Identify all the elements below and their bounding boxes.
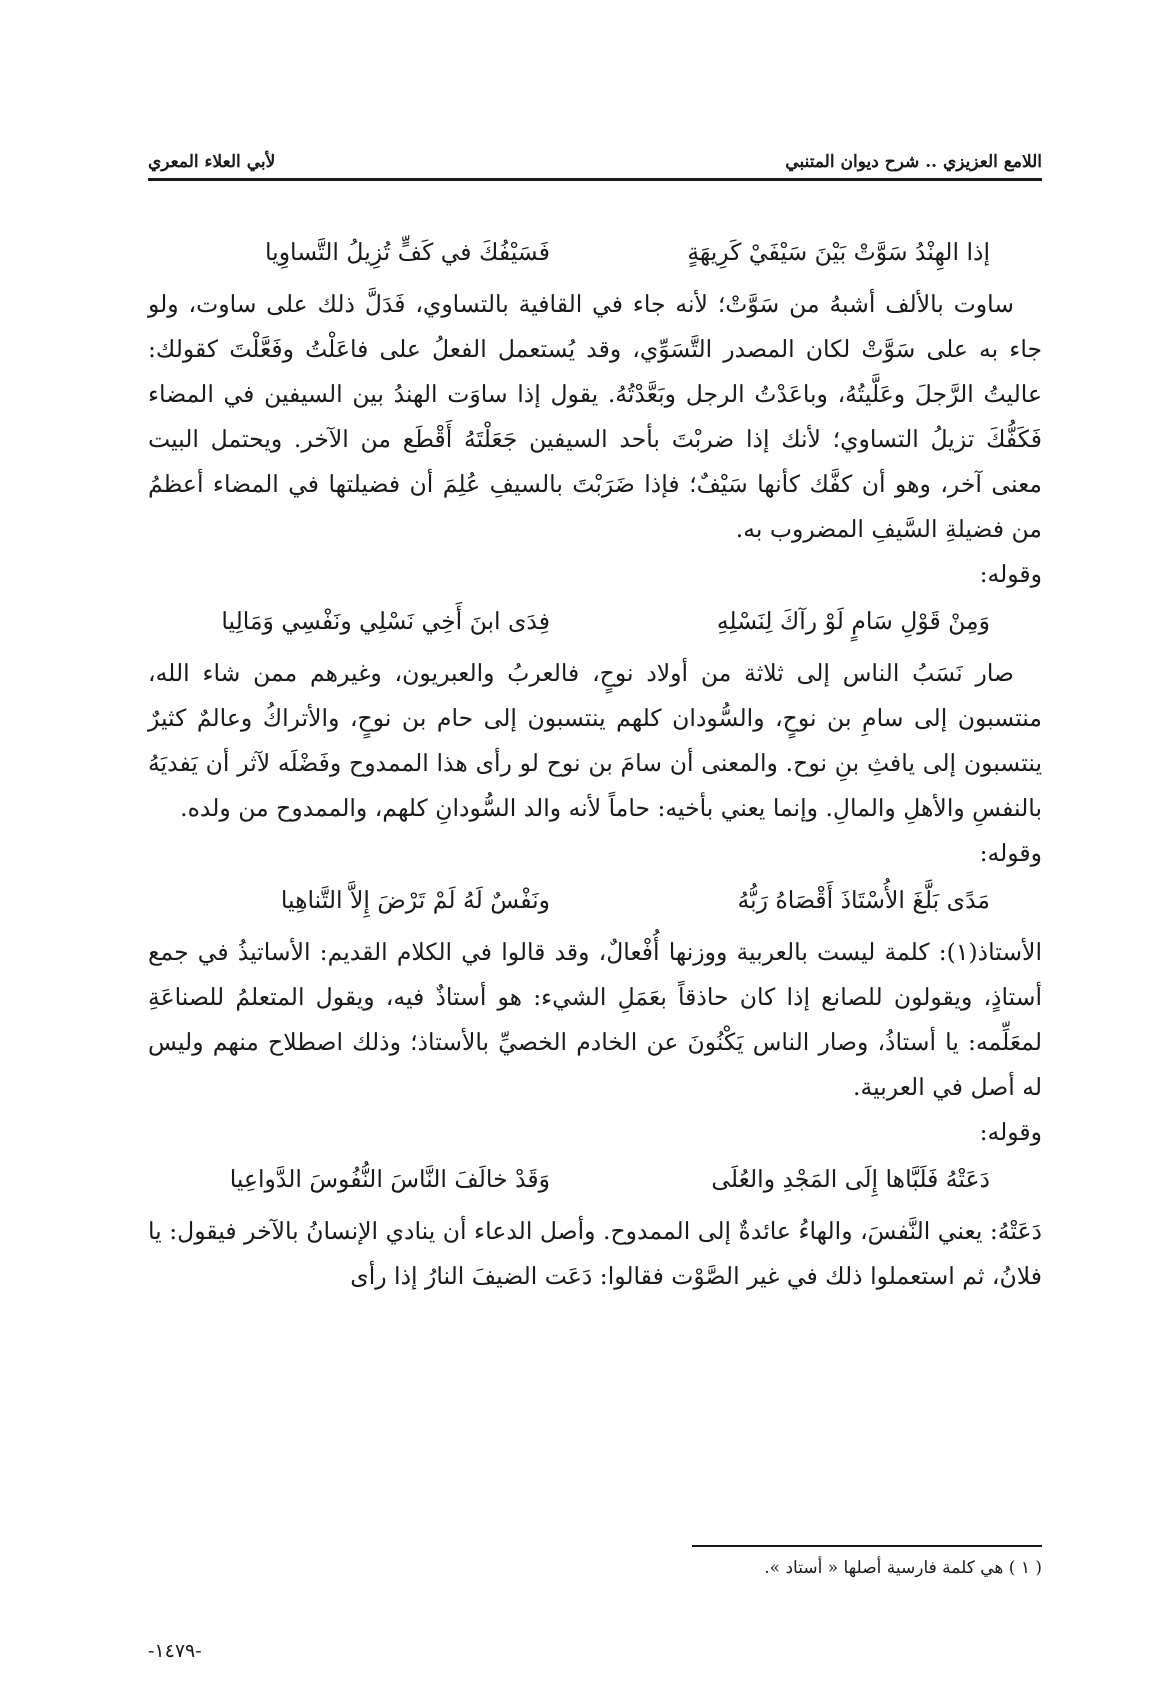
verse-first-hemistich: دَعَتْهُ فَلَبَّاها إِلَى المَجْدِ والعُلَى [711, 1165, 990, 1193]
header-book-title: اللامع العزيزي .. شرح ديوان المتنبي [785, 152, 1042, 172]
verse-line [148, 878, 1042, 922]
commentary-paragraph: الأستاذ(١): كلمة ليست بالعربية ووزنها أُفْعالٌ، وقد قالوا في الكلام القديم: الأساتيذُ في جمع أستاذٍ، ويقولون للصانع إذا كان حاذقاً بعَمَلِ الشيء: هو أستاذٌ فيه، ويقول المتعلمُ للصناعَةِ لمعَلِّمه: يا أستاذُ، وصار الناس يَكْنُونَ عن الخادم الخصيِّ بالأستاذ؛ وذلك اصطلاح منهم وليس له أصل في العربية. [148, 938, 1042, 1101]
verse-first-hemistich: مَدًى بَلَّغَ الأُسْتَاذَ أَقْصَاهُ رَبُّهُ [737, 886, 990, 914]
footnote: ( ١ ) هي كلمة فارسية أصلها « أستاد ». [764, 1558, 1042, 1578]
running-header [148, 132, 1042, 181]
page-number: -١٤٧٩- [148, 1640, 202, 1662]
verse-intro: وقوله: [979, 839, 1042, 867]
footnote-divider [692, 1545, 1042, 1547]
commentary-paragraph: صار نَسَبُ الناس إلى ثلاثة من أولاد نوحٍ، فالعربُ والعبريون، وغيرهم ممن شاء الله، منتسبون إلى سامِ بن نوحٍ، والسُّودان كلهم ينتسبون إلى حام بن نوحٍ، والأتراكُ وعالمٌ كثيرٌ ينتسبون إلى يافثِ بنِ نوح. والمعنى أن سامَ بن نوح لو رأى هذا الممدوح وفَضْلَه لآثر أن يَفديَهُ بالنفسِ والأهلِ والمالِ. وإنما يعني بأخيه: حاماً لأنه والد السُّودانِ كلهم، والممدوح من ولده. [148, 659, 1042, 822]
verse-first-hemistich: وَمِنْ قَوْلِ سَامٍ لَوْ رآكَ لِنَسْلِهِ [716, 607, 990, 635]
verse-line [148, 230, 1042, 274]
verse-line [148, 1157, 1042, 1201]
page-body [148, 228, 1042, 1299]
verse-second-hemistich: فَسَيْفُكَ في كَفٍّ تُزِيلُ التَّساوِيا [265, 238, 550, 266]
commentary-paragraph: ساوت بالألف أشبهُ من سَوَّتْ؛ لأنه جاء في القافية بالتساوي، فَدَلَّ ذلك على ساوت، ولو جاء به على سَوَّتْ لكان المصدر التَّسَوِّي، وقد يُستعمل الفعلُ على فاعَلْتُ وفَعَّلْتَ كقولك: عاليتُ الرَّجلَ وعَلَّيتُهُ، وباعَدْتُ الرجل وبَعَّدْتُهُ. يقول إذا ساوَت الهندُ بين السيفين في المضاء فَكَفُّكَ تزيلُ التساوي؛ لأنك إذا ضربْتَ بأحد السيفين جَعَلْتَهُ أَقْطَع من الآخر. ويحتمل البيت معنى آخر، وهو أن كفَّك كأنها سَيْفٌ؛ فإذا ضَرَبْتَ بالسيفِ عُلِمَ أن فضيلتها في المضاء أعظمُ من فضيلةِ السَّيفِ المضروب به. [148, 290, 1042, 543]
verse-second-hemistich: فِدَى ابنَ أَخِي نَسْلِي ونَفْسِي وَمَالِيا [221, 607, 550, 635]
verse-intro: وقوله: [979, 1118, 1042, 1146]
verse-second-hemistich: ونَفْسٌ لَهُ لَمْ تَرْضَ إِلاَّ التَّناهِيا [280, 886, 550, 914]
commentary-paragraph: دَعَتْهُ: يعني النَّفسَ، والهاءُ عائدةٌ إلى الممدوح. وأصل الدعاء أن ينادي الإنسانُ بالآخر فيقول: يا فلانُ، ثم استعملوا ذلك في غير الصَّوْت فقالوا: دَعَت الضيفَ النارُ إذا رأى [148, 1217, 1042, 1290]
header-author: لأبي العلاء المعري [148, 152, 276, 172]
verse-first-hemistich: إذا الهِنْدُ سَوَّتْ بَيْنَ سَيْفَيْ كَرِيهَةٍ [687, 238, 990, 266]
verse-line [148, 599, 1042, 643]
verse-intro: وقوله: [979, 560, 1042, 588]
verse-second-hemistich: وَقَدْ خالَفَ النَّاسَ النُّفُوسَ الدَّواعِيا [229, 1165, 550, 1193]
